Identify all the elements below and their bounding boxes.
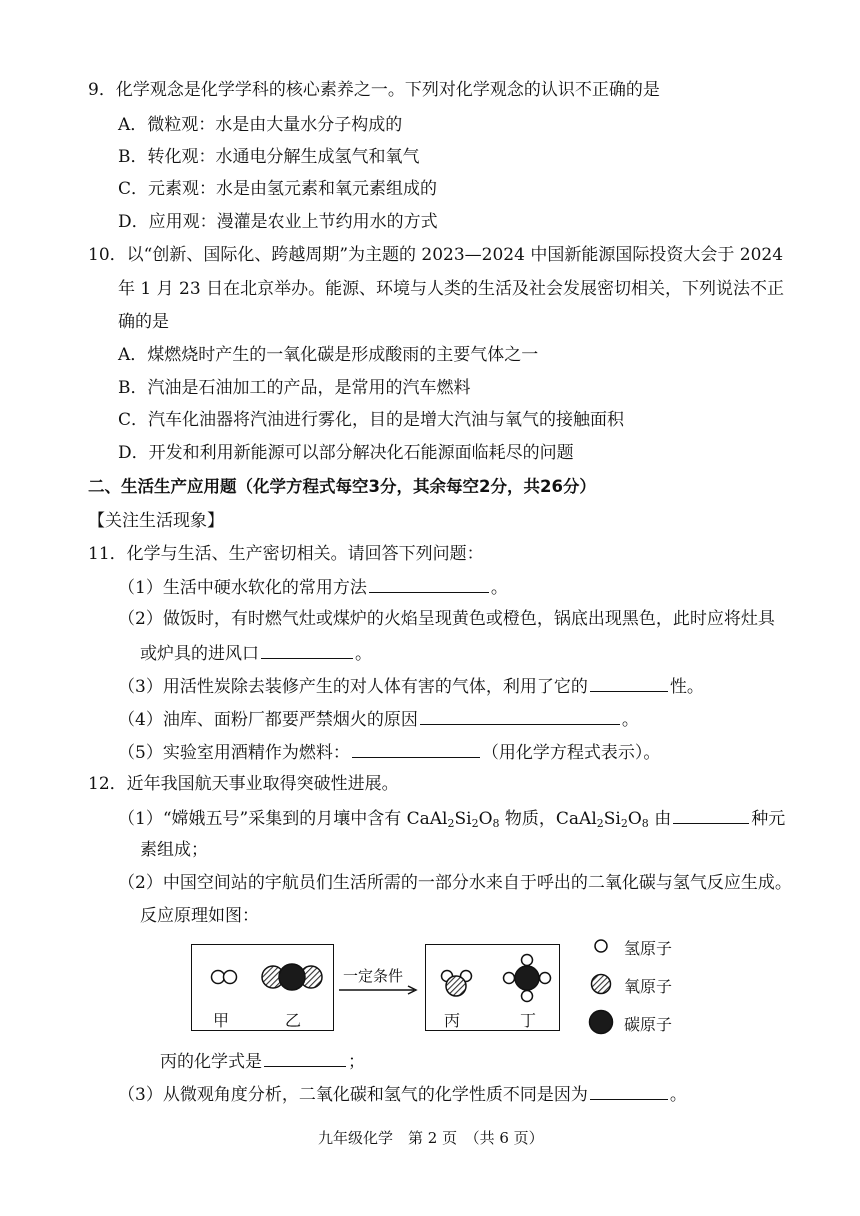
- label-jia: 甲: [213, 1011, 230, 1030]
- q10-option-d: D．开发和利用新能源可以部分解决化石能源面临耗尽的问题: [118, 443, 574, 463]
- label-ding: 丁: [520, 1011, 537, 1030]
- carbon-atom-legend-icon: [590, 1011, 613, 1034]
- formula-caal2si2o8-repeat: $CaAl_2Si_2O_8$: [555, 809, 649, 830]
- q9-option-a: A．微粒观：水是由大量水分子构成的: [118, 115, 403, 135]
- water-molecule-bing: [442, 971, 472, 997]
- q9-option-c: C．元素观：水是由氢元素和氧元素组成的: [118, 179, 438, 199]
- q11-part4-end: 。: [621, 710, 639, 730]
- legend-carbon-label: 碳原子: [624, 1015, 673, 1034]
- q12-stem: 12．近年我国航天事业取得突破性进展。: [88, 774, 399, 794]
- carbon-dioxide-molecule-yi: [262, 964, 322, 990]
- q12-part2-line2: 反应原理如图：: [140, 906, 259, 926]
- legend-hydrogen-label: 氢原子: [624, 939, 673, 958]
- q12-part3: [118, 1082, 687, 1106]
- q12-part2-end: ；: [348, 1052, 365, 1072]
- q11-stem: 11．化学与生活、生产密切相关。请回答下列问题：: [88, 544, 484, 564]
- q12-part2-answer-blank[interactable]: [264, 1049, 346, 1067]
- q12-part2-line1: （2）中国空间站的宇航员们生活所需的一部分水来自于呼出的二氧化碳与氢气反应生成。: [118, 873, 792, 893]
- q12-part3-end: 。: [669, 1085, 687, 1105]
- q11-part2-text: 或炉具的进风口: [140, 644, 259, 664]
- page-footer: 九年级化学 第 2 页 （共 6 页）: [318, 1129, 544, 1147]
- q12-part1-middle: 物质，: [499, 809, 556, 829]
- q12-part2-text: 丙的化学式是: [160, 1052, 262, 1072]
- q10-option-b: B．汽油是石油加工的产品，是常用的汽车燃料: [118, 378, 471, 398]
- q12-part1-middle2: 由: [648, 809, 672, 829]
- q12-part1-line2: 素组成；: [140, 840, 208, 860]
- q10-option-c: C．汽车化油器将汽油进行雾化，目的是增大汽油与氧气的接触面积: [118, 410, 625, 430]
- section-2-subtitle: 【关注生活现象】: [88, 511, 224, 531]
- q11-part1-end: 。: [490, 578, 508, 598]
- q10-option-a: A．煤燃烧时产生的一氧化碳是形成酸雨的主要气体之一: [118, 345, 539, 365]
- q10-stem-line3: 确的是: [118, 312, 169, 332]
- hydrogen-atom-legend-icon: [595, 940, 607, 952]
- q10-stem-line1: 10．以“创新、国际化、跨越周期”为主题的 2023—2024 中国新能源国际投资大会于 2024: [88, 245, 784, 265]
- q12-part2-answer-line: [160, 1049, 365, 1073]
- q11-part5-end: （用化学方程式表示）。: [481, 743, 661, 763]
- q12-part3-answer-blank[interactable]: [590, 1082, 668, 1100]
- q11-part2-line1: （2）做饭时，有时燃气灶或煤炉的火焰呈现黄色或橙色，锅底出现黑色，此时应将灶具: [118, 609, 775, 629]
- q12-part1-end: 种元: [751, 809, 786, 829]
- q11-part4-text: （4）油库、面粉厂都要严禁烟火的原因: [118, 710, 418, 730]
- arrow-condition-label: 一定条件: [343, 967, 404, 985]
- formula-caal2si2o8: $CaAl_2Si_2O_8$: [406, 809, 500, 830]
- q11-part3-end: 性。: [669, 677, 704, 697]
- hydrogen-molecule-jia: [212, 971, 237, 984]
- q9-option-b: B．转化观：水通电分解生成氢气和氧气: [118, 147, 420, 167]
- label-bing: 丙: [444, 1011, 461, 1030]
- q11-part1-text: （1）生活中硬水软化的常用方法: [118, 578, 367, 598]
- q10-stem-line2: 年 1 月 23 日在北京举办。能源、环境与人类的生活及社会发展密切相关，下列说法不正: [118, 279, 785, 299]
- q11-part3-text: （3）用活性炭除去装修产生的对人体有害的气体，利用了它的: [118, 677, 588, 697]
- q12-part1-text: （1）“嫦娥五号”采集到的月壤中含有: [118, 809, 407, 829]
- section-2-title: 二、生活生产应用题（化学方程式每空3分，其余每空2分，共26分）: [88, 477, 596, 496]
- legend-oxygen-label: 氧原子: [624, 977, 673, 996]
- label-yi: 乙: [285, 1011, 302, 1030]
- reaction-arrow: [339, 986, 416, 994]
- methane-molecule-ding: [504, 955, 551, 1002]
- q9-stem: 9．化学观念是化学学科的核心素养之一。下列对化学观念的认识不正确的是: [88, 80, 660, 100]
- oxygen-atom-legend-icon: [592, 975, 611, 994]
- q11-part2-end: 。: [355, 644, 372, 664]
- q11-part5-text: （5）实验室用酒精作为燃料：: [118, 743, 350, 763]
- q9-option-d: D．应用观：漫灌是农业上节约用水的方式: [118, 212, 438, 232]
- q12-part3-text: （3）从微观角度分析，二氧化碳和氢气的化学性质不同是因为: [118, 1085, 588, 1105]
